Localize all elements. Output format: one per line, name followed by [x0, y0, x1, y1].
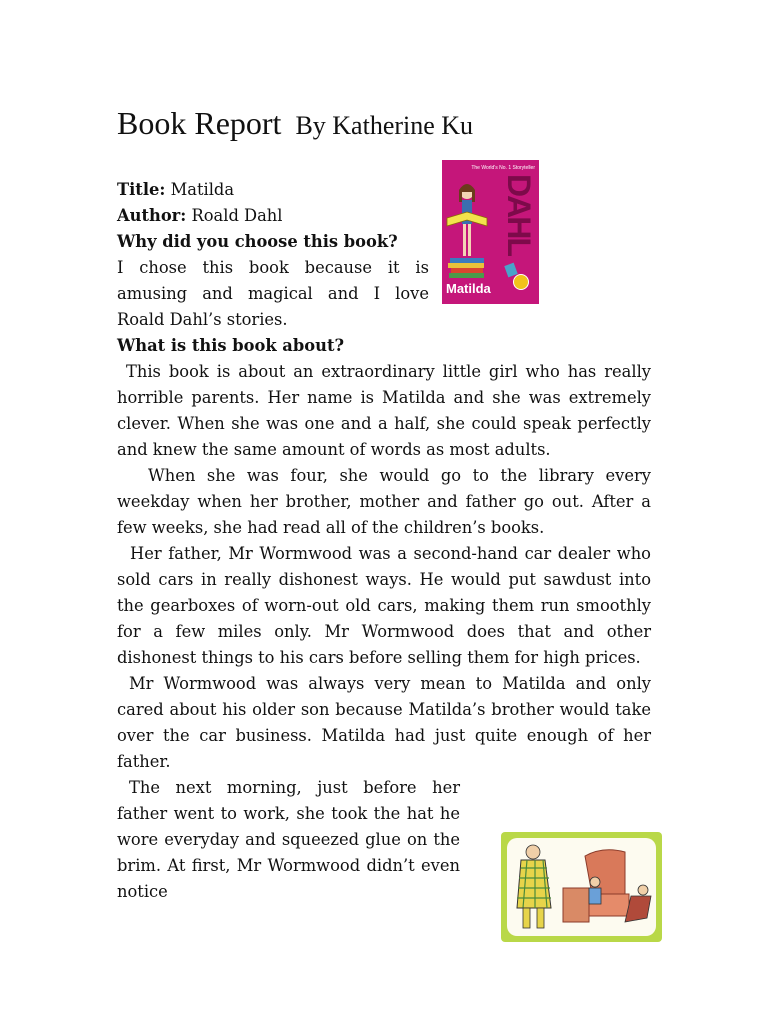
award-badge-icon	[513, 274, 529, 290]
author-line	[117, 203, 651, 229]
illustration-panel	[507, 838, 656, 936]
title-label: Title:	[117, 180, 166, 199]
title-value: Matilda	[170, 180, 235, 199]
paragraph: Her father, Mr Wormwood was a second-hand car dealer who sold cars in really dishonest ways. He would put sawdust into the gearboxes of worn-out old cars, making them run smoothly for a few miles only. Mr Wormwood does that and other dishonest things to his cars before selling them for high prices.	[117, 544, 651, 667]
question-why: Why did you choose this book?	[117, 232, 398, 251]
title-line	[117, 177, 651, 203]
story-illustration	[501, 832, 662, 942]
cover-tagline: The World's No. 1 Storyteller	[471, 165, 535, 171]
book-cover-image	[442, 160, 539, 304]
paragraph: Mr Wormwood was always very mean to Matilda and only cared about his older son because Matilda’s brother would take over the car business. Matilda had just quite enough of her father.	[117, 674, 651, 771]
author-value: Roald Dahl	[191, 206, 283, 225]
paragraph: The next morning, just before her father went to work, she took the hat he wore everyday and squeezed glue on the brim. At first, Mr Wormwood didn’t even notice	[117, 778, 460, 901]
answer-why: I chose this book because it is amusing and magical and I love Roald Dahl’s stories.	[117, 258, 429, 329]
paragraph: When she was four, she would go to the library every weekday when her brother, mother and father go out. After a few weeks, she had read all of the children’s books.	[117, 466, 651, 537]
family-scene-drawing	[507, 838, 656, 936]
author-label: Author:	[117, 206, 187, 225]
report-body	[117, 177, 651, 905]
cover-title: Matilda	[446, 281, 491, 296]
question-about: What is this book about?	[117, 336, 344, 355]
report-heading	[117, 105, 473, 142]
report-author: By Katherine Ku	[295, 111, 474, 140]
cover-author-word: DAHL	[501, 174, 537, 255]
paragraph: This book is about an extraordinary little girl who has really horrible parents. Her name is Matilda and she was extremely clever. When she was one and a half, she could speak perfectly and knew the same amount of words as most adults.	[117, 362, 651, 459]
report-title: Book Report	[117, 105, 282, 141]
